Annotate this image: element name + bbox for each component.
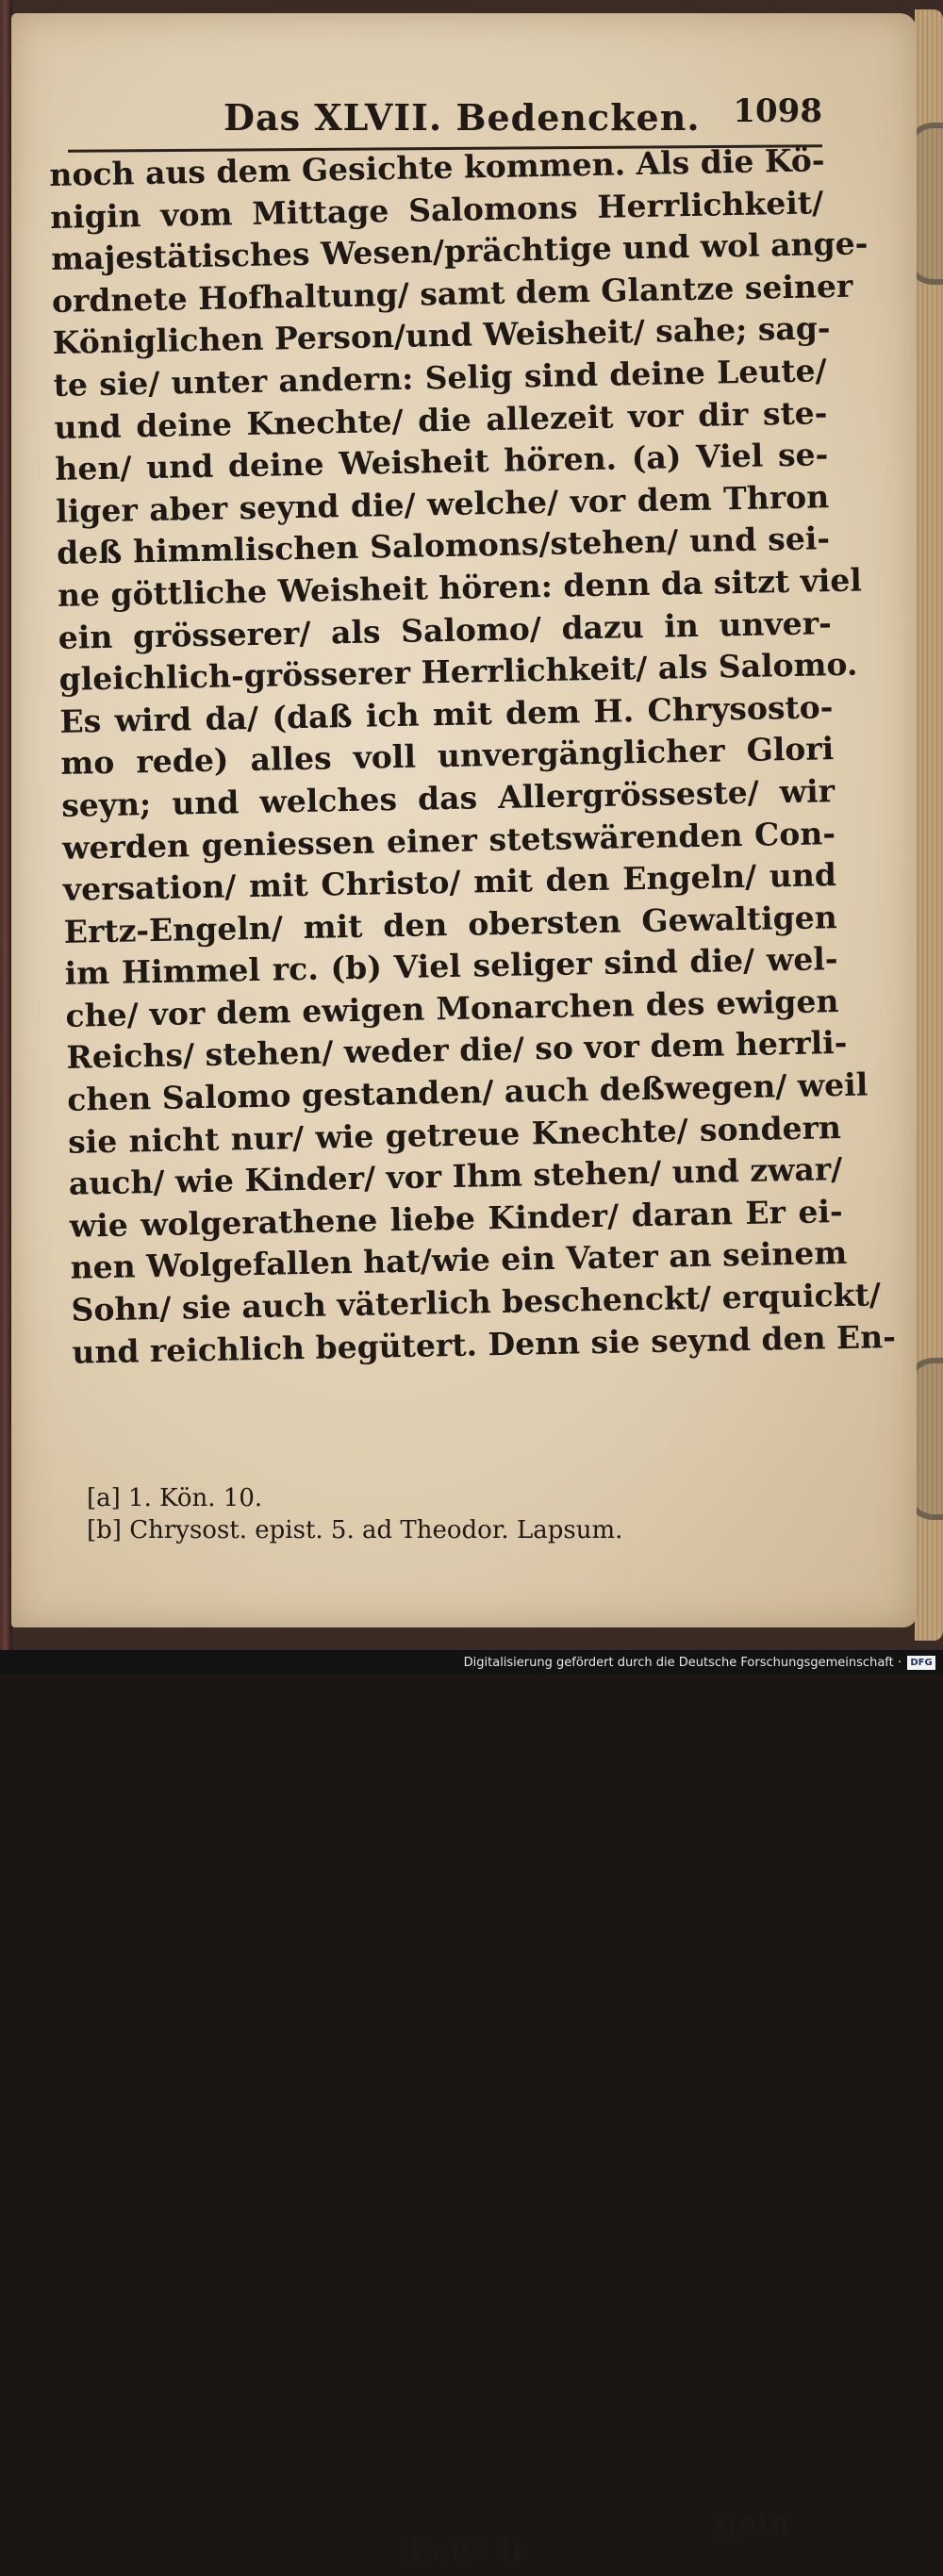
- running-head: Das XLVII. Bedencken.: [223, 96, 701, 139]
- text-line: Sohn/ sie auch väterlich beschenckt/ erquickt/: [71, 1276, 882, 1329]
- text-line: che/ vor dem ewigen Monarchen des ewigen: [65, 982, 839, 1034]
- dfg-logo: DFG: [907, 1656, 935, 1670]
- text-line: ordnete Hofhaltung/ samt dem Glantze seiner: [51, 267, 853, 320]
- page-number: 1098: [733, 92, 822, 130]
- text-line: auch/ wie Kinder/ vor Ihm stehen/ und zwar/: [68, 1150, 843, 1203]
- text-line: Reichs/ stehen/ weder die/ so vor dem herrli-: [66, 1024, 848, 1077]
- text-line: liger aber seynd die/ welche/ vor dem Thron: [55, 477, 830, 530]
- text-line: werden geniessen einer stetswärenden Con-: [61, 814, 836, 867]
- text-line: noch aus dem Gesichte kommen. Als die Kö-: [49, 141, 825, 193]
- text-line: deß himmlischen Salomons/stehen/ und sei-: [56, 520, 831, 572]
- credit-text: Digitalisierung gefördert durch die Deutsche Forschungsgemeinschaft ·: [463, 1656, 902, 1670]
- text-line: im Himmel rc. (b) Viel seliger sind die/ wel-: [64, 940, 838, 993]
- text-line: Königlichen Person/und Weisheit/ sahe; sag-: [52, 309, 831, 362]
- text-line: chen Salomo gestanden/ auch deßwegen/ weil: [66, 1065, 869, 1118]
- text-line: Es wird da/ (daß ich mit dem H. Chrysosto-: [59, 687, 834, 740]
- text-line: Ertz-Engeln/ mit den obersten Gewaltigen: [63, 898, 838, 950]
- text-line: mo rede) alles voll unvergänglicher Glori: [60, 730, 835, 783]
- text-line: und reichlich begütert. Denn sie seynd den En-: [72, 1317, 897, 1371]
- text-line: te sie/ unter andern: Selig sind deine Leute/: [53, 352, 827, 404]
- text-line: und deine Knechte/ die allezeit vor dir ste-: [54, 393, 828, 446]
- text-line: wie wolgerathene liebe Kinder/ daran Er ei-: [69, 1192, 844, 1245]
- text-line: majestätisches Wesen/prächtige und wol ange-: [50, 224, 869, 278]
- text-line: sie nicht nur/ wie getreue Knechte/ sondern: [67, 1108, 842, 1161]
- catchword: geln: [716, 2504, 791, 2542]
- text-line: versation/ mit Christo/ mit den Engeln/ und: [62, 856, 837, 908]
- footnotes: [87, 1482, 747, 1546]
- body-text: [49, 140, 897, 1374]
- text-line: ein grösserer/ als Salomo/ dazu in unver-: [58, 603, 833, 656]
- signature-mark: Eeee ij: [407, 2530, 522, 2569]
- footnote-b: [b] Chrysost. epist. 5. ad Theodor. Lapsum.: [87, 1516, 623, 1544]
- credit-bar: [0, 1650, 943, 1675]
- text-line: nigin vom Mittage Salomons Herrlichkeit/: [49, 183, 824, 236]
- text-line: ne göttliche Weisheit hören: denn da sitzt viel: [57, 561, 863, 614]
- text-line: hen/ und deine Weisheit hören. (a) Viel se-: [55, 436, 829, 488]
- page-header: [68, 87, 822, 143]
- footnote-a: [a] 1. Kön. 10.: [87, 1484, 263, 1512]
- text-line: gleichlich-grösserer Herrlichkeit/ als Salomo.: [58, 645, 858, 699]
- text-line: nen Wolgefallen hat/wie ein Vater an seinem: [70, 1234, 848, 1287]
- text-line: seyn; und welches das Allergrösseste/ wir: [60, 772, 835, 824]
